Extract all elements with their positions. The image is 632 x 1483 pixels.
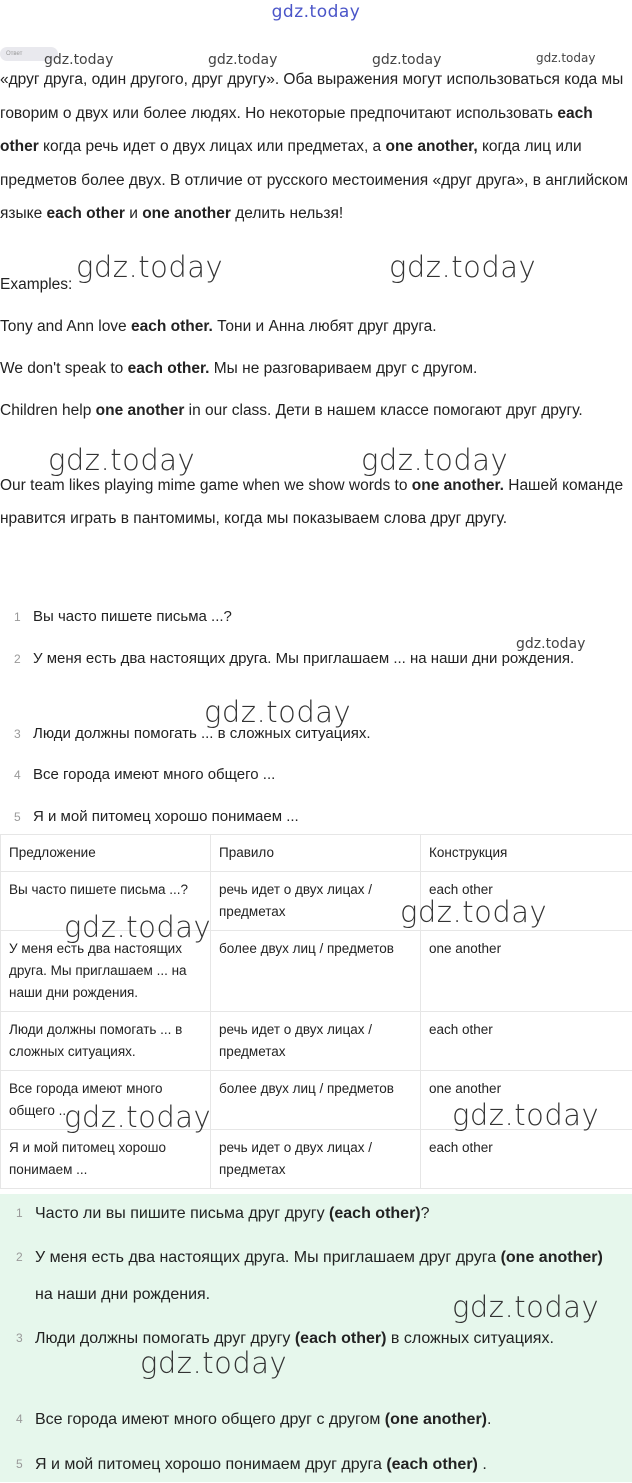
watermark: gdz.today xyxy=(204,695,351,729)
rules-table xyxy=(0,834,632,1189)
watermark: gdz.today xyxy=(44,52,113,68)
table-header: Конструкция xyxy=(421,835,632,872)
watermark: gdz.today xyxy=(536,51,595,65)
table-row xyxy=(1,1130,632,1189)
answer-badge: Ответ xyxy=(0,47,58,61)
watermark: gdz.today xyxy=(208,52,277,68)
watermark: gdz.today xyxy=(64,910,211,944)
table-cell: речь идет о двух лицах / предметах xyxy=(211,872,421,931)
watermark: gdz.today xyxy=(76,250,223,284)
example-3: Children help one another in our class. Дети в нашем классе помогают друг другу. xyxy=(0,394,632,427)
table-header: Правило xyxy=(211,835,421,872)
watermark: gdz.today xyxy=(372,52,441,68)
intro-paragraph: «друг друга, один другого, друг другу». Оба выражения могут использоваться кода мы говорим о двух или более людях. Но некоторые предпочитают использовать each other когда речь идет о двух лицах или предметах, а one another, когда лиц или предметов более двух. В отличие от русского местоимения «друг друга», в английском языке each other и one another делить нельзя! xyxy=(0,63,632,231)
watermark: gdz.today xyxy=(400,895,547,929)
table-header-row xyxy=(1,835,632,872)
table-row xyxy=(1,1012,632,1071)
watermark: gdz.today xyxy=(452,1290,599,1324)
table-cell: Люди должны помогать ... в сложных ситуациях. xyxy=(1,1012,211,1071)
examples-label: Examples: xyxy=(0,268,632,301)
table-cell: each other xyxy=(421,1130,632,1189)
table-cell: Я и мой питомец хорошо понимаем ... xyxy=(1,1130,211,1189)
watermark: gdz.today xyxy=(516,636,585,652)
table-cell: Вы часто пишете письма ...? xyxy=(1,872,211,931)
table-cell: речь идет о двух лицах / предметах xyxy=(211,1012,421,1071)
example-4: Our team likes playing mime game when we show words to one another. Нашей команде нравится играть в пантомимы, когда мы показываем слова друг другу. xyxy=(0,469,632,535)
table-cell: речь идет о двух лицах / предметах xyxy=(211,1130,421,1189)
table-cell: более двух лиц / предметов xyxy=(211,1071,421,1130)
table-cell: Все города имеют много общего ... xyxy=(1,1071,211,1130)
table-cell: one another xyxy=(421,931,632,1012)
watermark: gdz.today xyxy=(389,250,536,284)
table-cell: one another xyxy=(421,1071,632,1130)
table-cell: более двух лиц / предметов xyxy=(211,931,421,1012)
watermark: gdz.today xyxy=(361,443,508,477)
table-cell: each other xyxy=(421,872,632,931)
table-cell: У меня есть два настоящих друга. Мы приглашаем ... на наши дни рождения. xyxy=(1,931,211,1012)
table-cell: each other xyxy=(421,1012,632,1071)
example-1: Tony and Ann love each other. Тони и Анна любят друг друга. xyxy=(0,310,632,343)
example-2: We don't speak to each other. Мы не разговариваем друг с другом. xyxy=(0,352,632,385)
site-logo[interactable]: gdz.today xyxy=(0,2,632,22)
table-header: Предложение xyxy=(1,835,211,872)
watermark: gdz.today xyxy=(48,443,195,477)
watermark: gdz.today xyxy=(140,1346,287,1380)
table-row xyxy=(1,931,632,1012)
answers-block: 1 Часто ли вы пишите письма друг другу (each other)? 2 У меня есть два настоящих друга. Мы приглашаем друг друга (one another) на наши дни рождения. 3 Люди должны помогать друг другу (each other) в сложных ситуациях. 4 Все города имеют много общего друг с другом (one another). 5 Я и мой питомец хорошо понимаем друг друга (each other) . xyxy=(0,1194,632,1482)
watermark: gdz.today xyxy=(452,1098,599,1132)
watermark: gdz.today xyxy=(64,1100,211,1134)
table-row xyxy=(1,872,632,931)
table-row xyxy=(1,1071,632,1130)
